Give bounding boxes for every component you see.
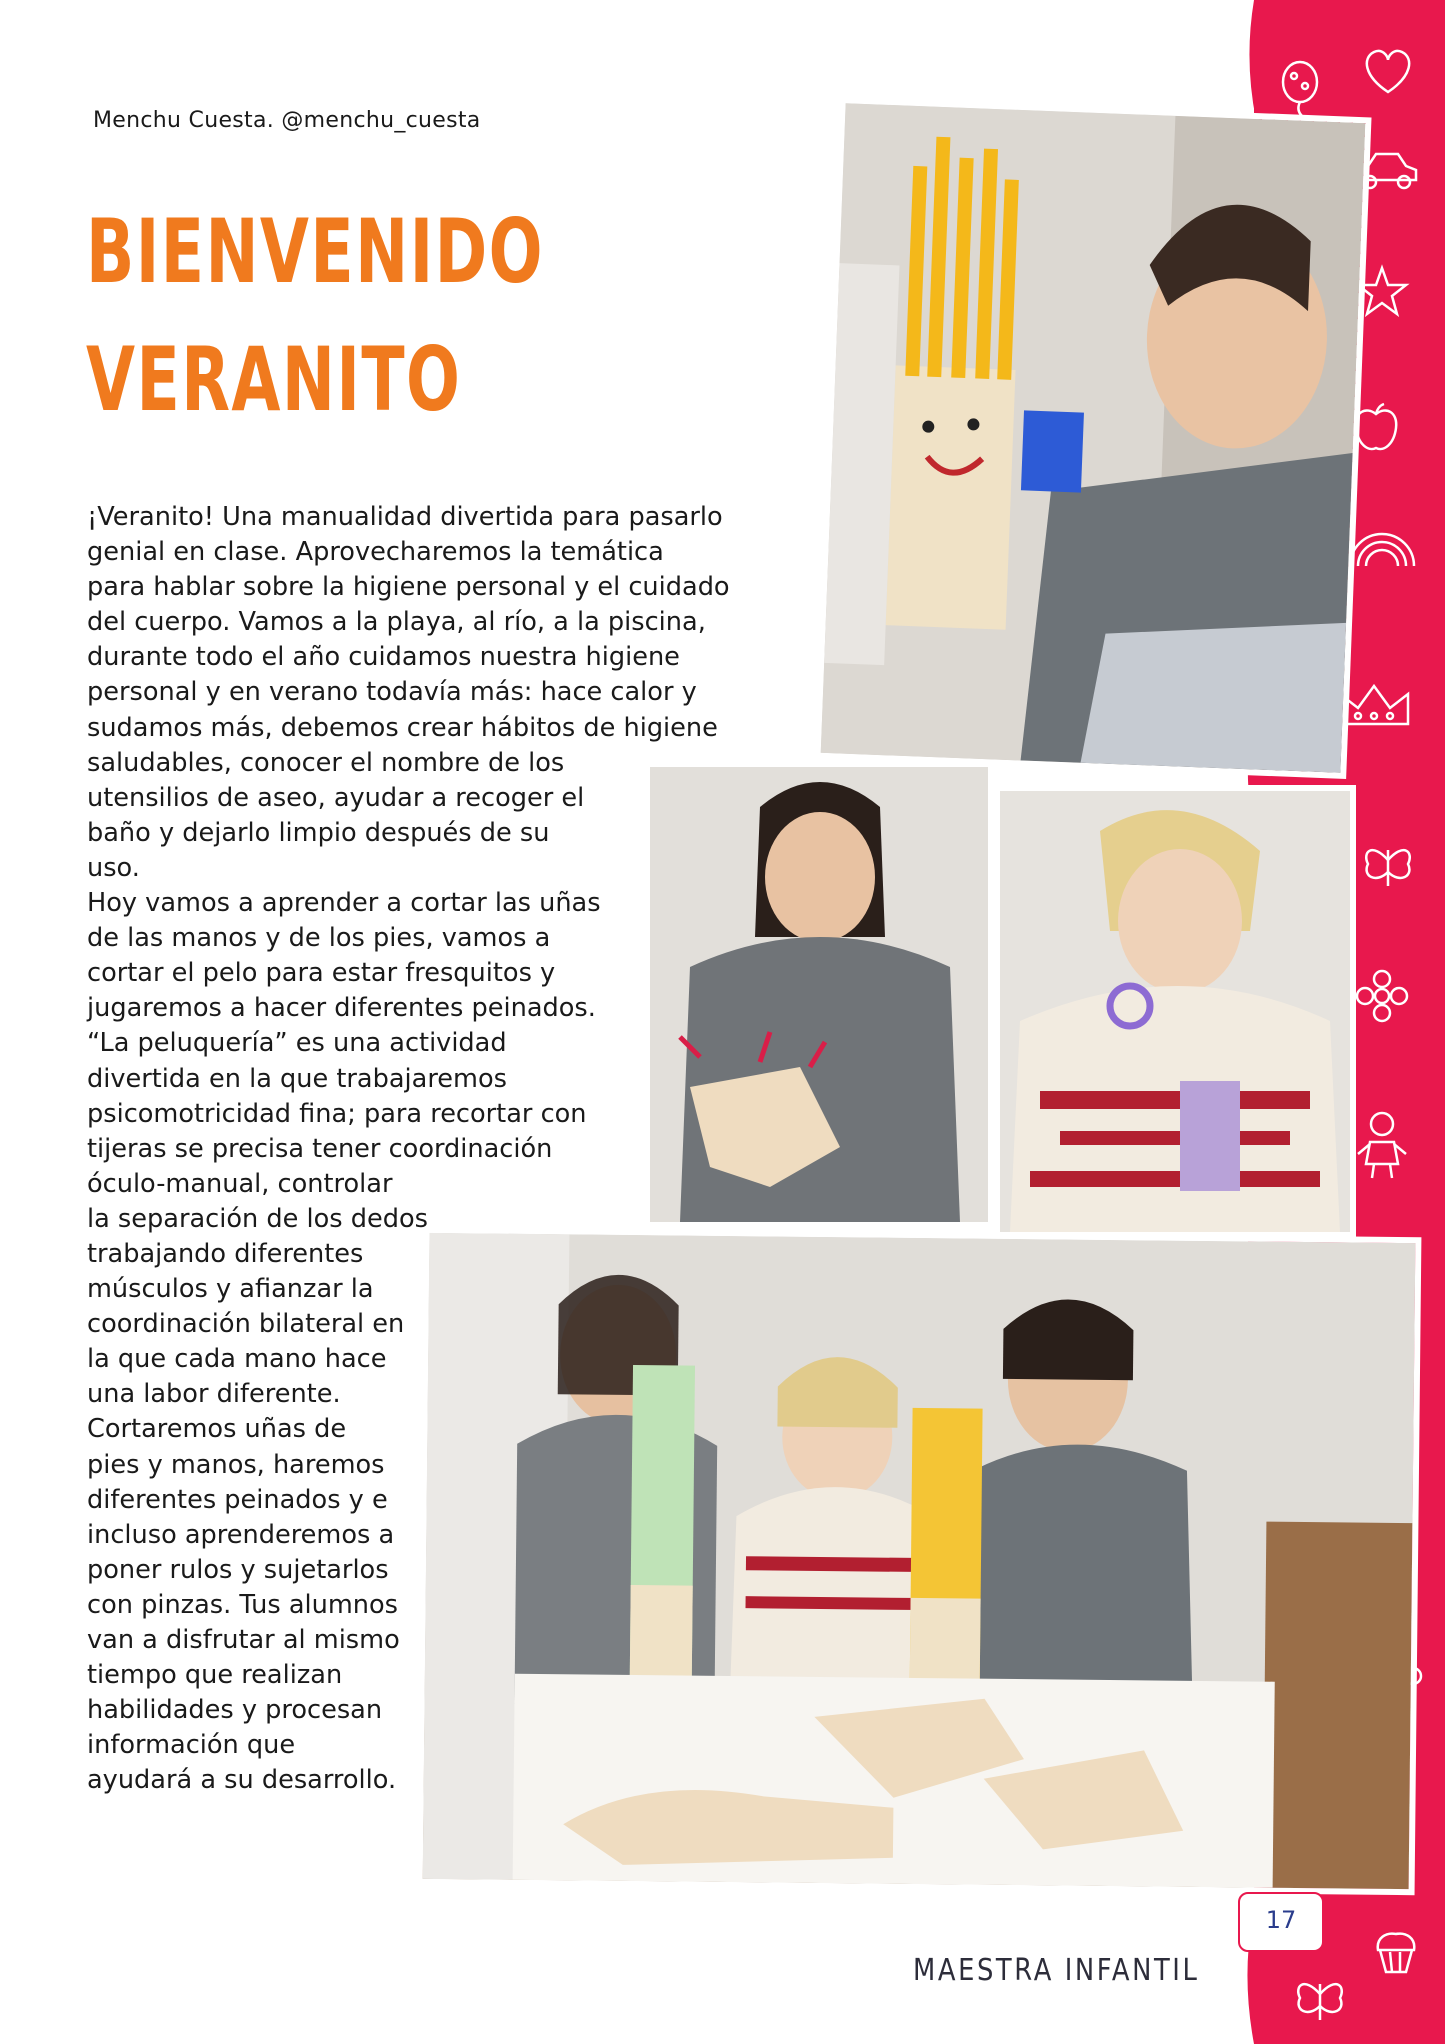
body-line: de las manos y de los pies, vamos a [87, 923, 551, 954]
photo-toddler-scissors [994, 785, 1356, 1238]
body-line: la separación de los dedos [87, 1203, 428, 1234]
butterfly-icon [1358, 836, 1418, 896]
body-line: durante todo el año cuidamos nuestra higiene [87, 642, 680, 673]
body-line: coordinación bilateral en [87, 1309, 405, 1340]
page-number-badge [1238, 1892, 1324, 1952]
article-body [87, 500, 757, 1798]
body-line: van a disfrutar al mismo [87, 1625, 400, 1655]
photo-boy-hairdresser [821, 103, 1366, 772]
body-line: óculo-manual, controlar [87, 1168, 393, 1199]
body-line: para hablar sobre la higiene personal y el cuidado [87, 572, 730, 603]
body-line: poner rulos y sujetarlos [87, 1554, 389, 1585]
apple-icon [1346, 398, 1406, 458]
body-line: cortar el pelo para estar fresquitos y [87, 958, 556, 989]
body-line: “La peluquería” es una actividad [87, 1028, 507, 1059]
rainbow-icon [1342, 520, 1422, 580]
body-line: divertida en la que trabajaremos [87, 1063, 507, 1094]
body-line: una labor diferente. [87, 1379, 341, 1410]
magazine-name: MAESTRA INFANTIL [913, 1953, 1200, 1988]
title-line-2: VERANITO [86, 328, 462, 431]
title-line-1: BIENVENIDO [86, 200, 544, 303]
star-icon [1352, 262, 1412, 322]
body-line: ayudará a su desarrollo. [87, 1765, 397, 1796]
page-number: 17 [1265, 1906, 1297, 1934]
body-line: con pinzas. Tus alumnos [87, 1589, 398, 1620]
body-line: información que [87, 1730, 296, 1761]
body-line: habilidades y procesan [87, 1695, 383, 1726]
butterfly-icon [1290, 1970, 1350, 2030]
body-line: pies y manos, haremos [87, 1449, 385, 1480]
body-line: saludables, conocer el nombre de los [87, 747, 565, 778]
article-title [86, 188, 544, 444]
crown-icon [1332, 676, 1416, 736]
body-line: psicomotricidad fina; para recortar con [87, 1098, 587, 1129]
child-icon [1352, 1108, 1412, 1182]
body-line: utensilios de aseo, ayudar a recoger el [87, 782, 585, 813]
body-line: tiempo que realizan [87, 1660, 343, 1691]
body-line: tijeras se precisa tener coordinación [87, 1133, 553, 1164]
body-line: personal y en verano todavía más: hace calor y [87, 677, 697, 708]
body-line: Hoy vamos a aprender a cortar las uñas [87, 888, 601, 919]
body-line: trabajando diferentes [87, 1238, 364, 1269]
body-line: baño y dejarlo limpio después de su [87, 817, 550, 848]
heart-icon [1358, 40, 1418, 100]
body-line: ¡Veranito! Una manualidad divertida para pasarlo [87, 502, 723, 532]
body-line: la que cada mano hace [87, 1344, 387, 1375]
body-line: uso. [87, 852, 140, 883]
body-line: diferentes peinados y e [87, 1484, 388, 1515]
body-line: incluso aprenderemos a [87, 1519, 395, 1550]
author-credit: Menchu Cuesta. @menchu_cuesta [93, 108, 481, 133]
body-line: músculos y afianzar la [87, 1274, 374, 1305]
flower-icon [1352, 966, 1412, 1026]
body-line: sudamos más, debemos crear hábitos de higiene [87, 712, 718, 743]
balloon-icon [1272, 58, 1332, 118]
body-line: del cuerpo. Vamos a la playa, al río, a la piscina, [87, 607, 706, 638]
body-line: genial en clase. Aprovecharemos la temática [87, 537, 664, 568]
cupcake-icon [1366, 1920, 1426, 1980]
body-line: Cortaremos uñas de [87, 1414, 347, 1445]
body-line: jugaremos a hacer diferentes peinados. [87, 993, 596, 1024]
